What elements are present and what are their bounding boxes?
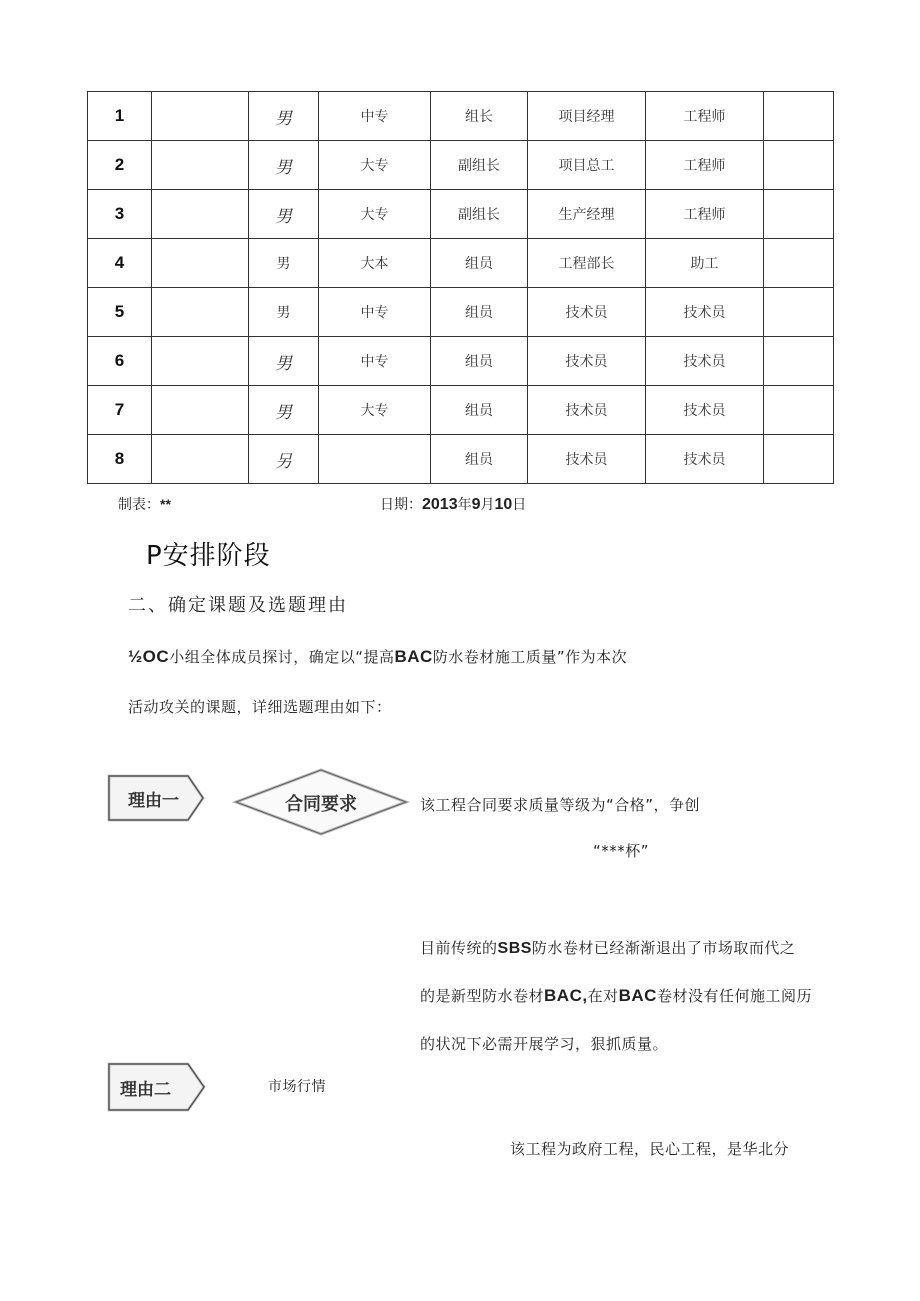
- cell-name: [152, 190, 249, 239]
- cell-gender: 男: [249, 190, 319, 239]
- cell-edu: 大专: [319, 190, 431, 239]
- table-row: [88, 190, 834, 239]
- cell-role: 组长: [431, 92, 528, 141]
- cell-edu: [319, 435, 431, 484]
- intro-prefix: ½OC: [128, 647, 170, 666]
- cell-role: 组员: [431, 435, 528, 484]
- cell-title: 技术员: [646, 435, 764, 484]
- cell-position: 项目经理: [528, 92, 646, 141]
- reason2-l2-post: 卷材没有任何施工阅历: [656, 987, 812, 1005]
- reason2-l2-bac1: BAC,: [544, 986, 588, 1005]
- cell-gender: 另: [249, 435, 319, 484]
- cell-note: [764, 92, 834, 141]
- cell-gender: 男: [249, 288, 319, 337]
- table-row: [88, 239, 834, 288]
- cell-gender: 男: [249, 337, 319, 386]
- maker-label: 制表：: [118, 497, 160, 513]
- cell-name: [152, 386, 249, 435]
- date-day-unit: 日: [512, 497, 527, 513]
- reason2-line2: [420, 985, 812, 1006]
- cell-edu: 大专: [319, 141, 431, 190]
- cell-edu: 中专: [319, 92, 431, 141]
- cell-no: 1: [88, 92, 152, 141]
- cell-role: 组员: [431, 239, 528, 288]
- cell-note: [764, 337, 834, 386]
- cell-note: [764, 141, 834, 190]
- reason1-tag-label: 理由一: [128, 791, 179, 811]
- cell-edu: 大本: [319, 239, 431, 288]
- reason2-l2-bac2: BAC: [618, 986, 657, 1005]
- cell-gender: 男: [249, 239, 319, 288]
- table-maker: [118, 494, 171, 514]
- cell-note: [764, 190, 834, 239]
- reason2-line1: [420, 937, 795, 958]
- cell-position: 工程部长: [528, 239, 646, 288]
- cell-name: [152, 337, 249, 386]
- cell-note: [764, 386, 834, 435]
- reason2-label: 市场行情: [268, 1079, 326, 1095]
- date-month: 9: [471, 496, 481, 513]
- cell-name: [152, 141, 249, 190]
- date-month-unit: 月: [480, 497, 495, 513]
- table-date: [380, 494, 526, 514]
- date-year-unit: 年: [457, 497, 472, 513]
- cell-no: 8: [88, 435, 152, 484]
- intro-bac: BAC: [394, 647, 433, 666]
- reason2-l2-mid: 在对: [587, 987, 619, 1005]
- section-subheading: 二、确定课题及选题理由: [128, 595, 348, 616]
- cell-gender: 男: [249, 92, 319, 141]
- reason1-text-line2: “***杯”: [593, 842, 650, 860]
- cell-title: 工程师: [646, 92, 764, 141]
- intro-part1: 小组全体成员探讨，确定以“提高: [169, 648, 395, 666]
- cell-title: 助工: [646, 239, 764, 288]
- cell-position: 技术员: [528, 386, 646, 435]
- cell-title: 技术员: [646, 386, 764, 435]
- cell-no: 7: [88, 386, 152, 435]
- reason2-l1-post: 防水卷材已经渐渐退出了市场取而代之: [531, 939, 796, 957]
- date-day: 10: [494, 496, 513, 513]
- reason2-l1-sbs: SBS: [497, 940, 532, 957]
- cell-role: 组员: [431, 337, 528, 386]
- cell-position: 项目总工: [528, 141, 646, 190]
- date-year: 2013: [422, 496, 458, 513]
- cell-position: 技术员: [528, 337, 646, 386]
- intro-part2: 防水卷材施工质量”作为本次: [432, 648, 628, 666]
- cell-edu: 大专: [319, 386, 431, 435]
- section-heading: P安排阶段: [146, 541, 271, 571]
- cell-position: 技术员: [528, 435, 646, 484]
- reason2-line3: 的状况下必需开展学习，狠抓质量。: [420, 1035, 669, 1053]
- table-row: [88, 337, 834, 386]
- reason1-diamond-label: 合同要求: [285, 794, 357, 815]
- reason3-text: 该工程为政府工程，民心工程，是华北分: [510, 1140, 790, 1158]
- cell-no: 5: [88, 288, 152, 337]
- cell-edu: 中专: [319, 337, 431, 386]
- intro-line-1: [128, 646, 627, 667]
- reason2-tag: [106, 1060, 208, 1118]
- cell-title: 工程师: [646, 190, 764, 239]
- cell-no: 3: [88, 190, 152, 239]
- cell-position: 生产经理: [528, 190, 646, 239]
- cell-role: 组员: [431, 386, 528, 435]
- cell-position: 技术员: [528, 288, 646, 337]
- reason2-l1-pre: 目前传统的: [420, 939, 498, 957]
- cell-name: [152, 288, 249, 337]
- cell-title: 技术员: [646, 337, 764, 386]
- table-row: [88, 141, 834, 190]
- reason1-text-line1: 该工程合同要求质量等级为“合格”，争创: [420, 796, 701, 814]
- cell-role: 副组长: [431, 190, 528, 239]
- intro-line-2: 活动攻关的课题，详细选题理由如下：: [128, 698, 392, 716]
- cell-name: [152, 92, 249, 141]
- date-label: 日期：: [380, 497, 422, 513]
- cell-name: [152, 239, 249, 288]
- table-row: [88, 435, 834, 484]
- cell-note: [764, 239, 834, 288]
- cell-name: [152, 435, 249, 484]
- cell-note: [764, 435, 834, 484]
- cell-no: 6: [88, 337, 152, 386]
- cell-title: 技术员: [646, 288, 764, 337]
- cell-no: 2: [88, 141, 152, 190]
- reason2-tag-label: 理由二: [120, 1080, 171, 1100]
- cell-note: [764, 288, 834, 337]
- reason1-diamond: [232, 766, 410, 842]
- table-row: [88, 92, 834, 141]
- cell-no: 4: [88, 239, 152, 288]
- cell-role: 副组长: [431, 141, 528, 190]
- reason2-l2-pre: 的是新型防水卷材: [420, 987, 545, 1005]
- reason1-tag: [106, 772, 208, 828]
- cell-title: 工程师: [646, 141, 764, 190]
- maker-value: **: [160, 496, 171, 512]
- cell-role: 组员: [431, 288, 528, 337]
- cell-gender: 男: [249, 141, 319, 190]
- table-row: [88, 386, 834, 435]
- table-row: [88, 288, 834, 337]
- member-table: [87, 91, 834, 484]
- cell-edu: 中专: [319, 288, 431, 337]
- cell-gender: 男: [249, 386, 319, 435]
